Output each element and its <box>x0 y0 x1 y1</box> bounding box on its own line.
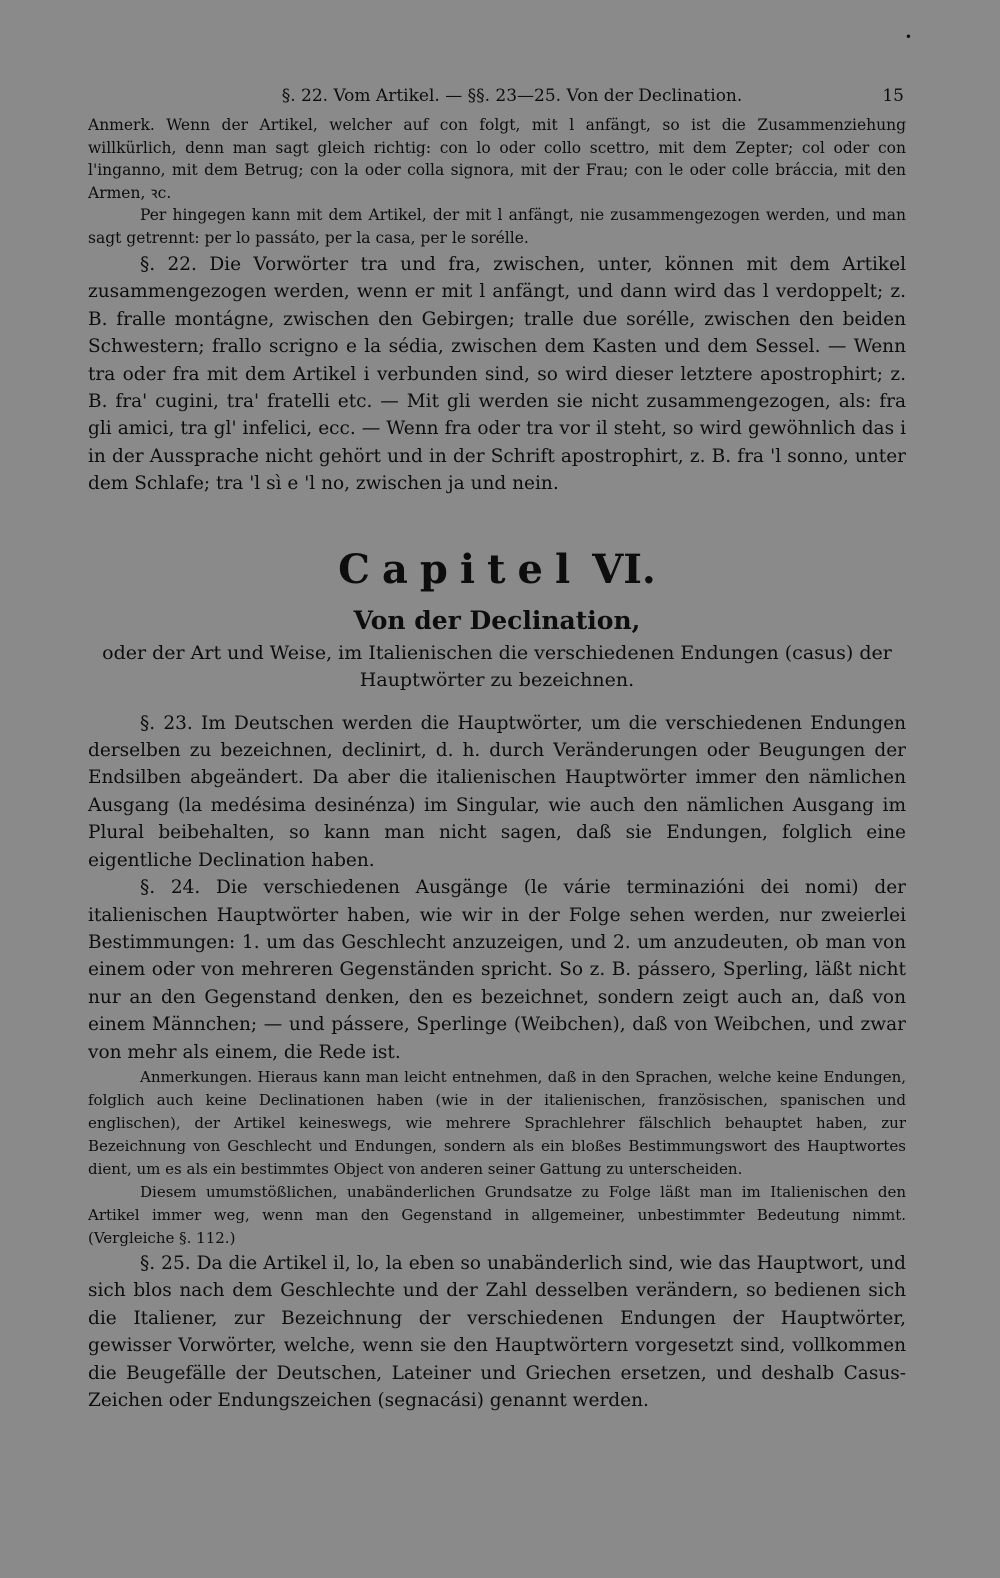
remarks-paragraph-2: Diesem umumstößlichen, unabänderlichen Grundsatze zu Folge läßt man im Italienischen den Artikel immer weg, wenn man den Gegenstand in allgemeiner, unbestimmter Bedeutung nimmt. (Vergleiche §. 112.) <box>88 1182 906 1247</box>
note-paragraph-con: Anmerk. Wenn der Artikel, welcher auf con folgt, mit l anfängt, so ist die Zusammenziehung willkürlich, denn man sagt gleich richtig: con lo oder collo scettro, mit dem Zepter; col oder con l'inganno, mit dem Betrug; con la oder colla signora, mit der Frau; con le oder colle bráccia, mit den Armen, ꝛc. <box>88 116 906 202</box>
book-page <box>88 86 906 1414</box>
page-number: 15 <box>882 86 904 106</box>
chapter-title: Von der Declination, <box>353 605 641 635</box>
chapter-word: Capitel <box>338 545 583 593</box>
chapter-heading <box>88 546 906 594</box>
corner-mark: • <box>904 30 912 44</box>
chapter-number: VI. <box>592 545 656 593</box>
section-22-paragraph: §. 22. Die Vorwörter tra und fra, zwischen, unter, können mit dem Artikel zusammengezogen werden, wenn er mit l anfängt, und dann wird das l verdoppelt; z. B. fralle montágne, zwischen den Gebirgen; tralle due sorélle, zwischen den beiden Schwestern; frallo scrigno e la sédia, zwischen dem Kasten und dem Sessel. — Wenn tra oder fra mit dem Artikel i verbunden sind, so wird dieser letztere apostrophirt; z. B. fra' cugini, tra' fratelli etc. — Mit gli werden sie nicht zusammengezogen, als: fra gli amici, tra gl' infelici, ecc. — Wenn fra oder tra vor il steht, so wird gewöhnlich das i in der Aussprache nicht gehört und in der Schrift apostrophirt, z. B. fra 'l sonno, unter dem Schlafe; tra 'l sì e 'l no, zwischen ja und nein. <box>88 254 906 495</box>
remarks-paragraph: Anmerkungen. Hieraus kann man leicht entnehmen, daß in den Sprachen, welche keine Endungen, folglich auch keine Declinationen haben (wie in der italienischen, französischen, spanischen und englischen), der Artikel keineswegs, wie mehrere Sprachlehrer fälschlich behauptet haben, zur Bezeichnung von Geschlecht und Endungen, sondern als ein bloßes Bestimmungswort des Hauptwortes dient, um es als ein bestimmtes Object von anderen seiner Gattung zu unterscheiden. <box>88 1067 906 1178</box>
section-24-paragraph: §. 24. Die verschiedenen Ausgänge (le várie terminazióni dei nomi) der italienischen Hauptwörter haben, wie wir in der Folge sehen werden, nur zweierlei Bestimmungen: 1. um das Geschlecht anzuzeigen, und 2. um anzudeuten, ob man von einem oder von mehreren Gegenständen spricht. So z. B. pássero, Sperling, läßt nicht nur an den Gegenstand denken, den es bezeichnet, sondern zeigt auch an, daß von einem Männchen; — und pássere, Sperlinge (Weibchen), daß von Weibchen, und zwar von mehr als einem, die Rede ist. <box>88 877 906 1063</box>
section-25-paragraph: §. 25. Da die Artikel il, lo, la eben so unabänderlich sind, wie das Hauptwort, und sich blos nach dem Geschlechte und der Zahl desselben verändern, so bedienen sich die Italiener, zur Bezeichnung der verschiedenen Endungen der Hauptwörter, gewisser Vorwörter, welche, wenn sie den Hauptwörtern vorgesetzt sind, vollkommen die Beugefälle der Deutschen, Lateiner und Griechen ersetzen, und deshalb Casus-Zeichen oder Endungszeichen (segnacási) genannt werden. <box>88 1252 906 1411</box>
running-title: §. 22. Vom Artikel. — §§. 23—25. Von der Declination. <box>281 86 743 106</box>
note-paragraph-per: Per hingegen kann mit dem Artikel, der mit l anfängt, nie zusammengezogen werden, und man sagt getrennt: per lo passáto, per la casa, per le sorélle. <box>88 206 906 247</box>
page-header <box>88 86 906 114</box>
chapter-subtitle: oder der Art und Weise, im Italienischen die verschiedenen Endungen (casus) der Hauptwörter zu bezeichnen. <box>102 641 892 691</box>
section-23-paragraph: §. 23. Im Deutschen werden die Hauptwörter, um die verschiedenen Endungen derselben zu bezeichnen, declinirt, d. h. durch Veränderungen oder Beugungen der Endsilben abgeändert. Da aber die italienischen Hauptwörter immer den nämlichen Ausgang (la medésima desinénza) im Singular, wie auch den nämlichen Ausgang im Plural beibehalten, so kann man nicht sagen, daß sie Endungen, folglich eine eigentliche Declination haben. <box>88 712 906 871</box>
